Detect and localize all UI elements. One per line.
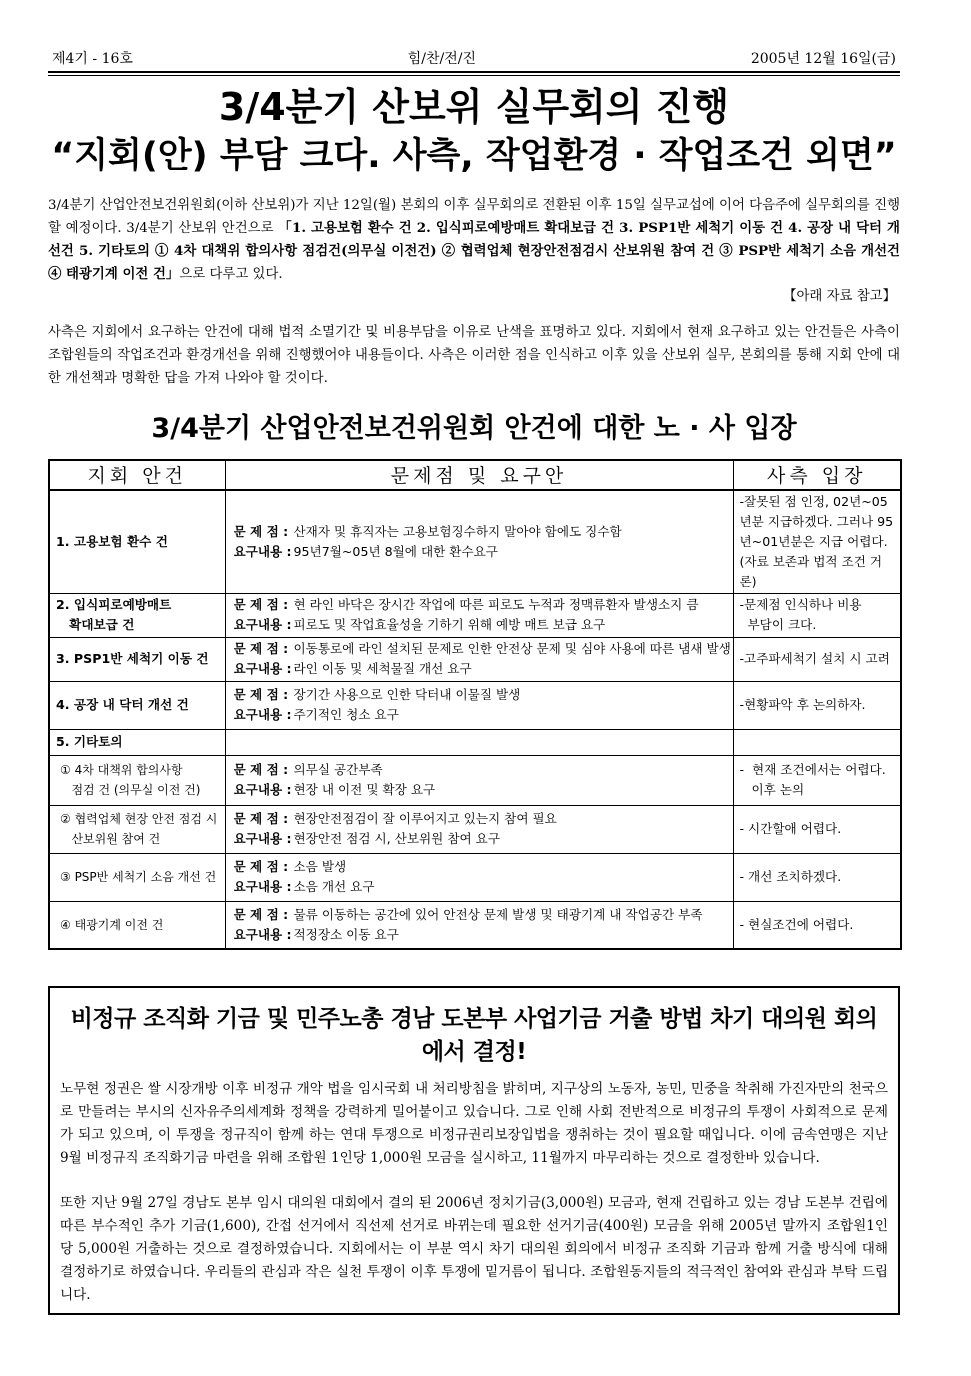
table-row — [49, 853, 901, 901]
issue-line-label: 문 제 점 : — [233, 762, 289, 778]
demand-line-text: 95년7월~05년 8월에 대한 환수요구 — [293, 543, 498, 559]
fund-notice-title: 비정규 조직화 기금 및 민주노총 경남 도본부 사업기금 거출 방법 차기 대의원 회의에서 결정! — [70, 1006, 878, 1066]
issue-cell — [225, 901, 733, 949]
issue-line-text: 소음 발생 — [293, 859, 347, 875]
demand-line — [234, 925, 732, 945]
company-position-cell — [733, 853, 901, 901]
column-header-issues: 문제점 및 요구안 — [225, 460, 733, 490]
issue-line-label: 문 제 점 : — [233, 907, 289, 923]
issue-line-label: 문 제 점 : — [233, 523, 289, 539]
fund-notice-paragraph-1: 노무현 정권은 쌀 시장개방 이후 비정규 개악 법을 임시국회 내 처리방침을 밝히며, 지구상의 노동자, 농민, 민중을 착취해 가진자만의 천국으로 만들려는 부시의 신자유주의세계화 정책을 강력하게 밀어붙이고 있습니다. 그로 인해 사회 전반적으로 비정규의 투쟁이 사회적으로 문제가 되고 있으며, 이 투쟁을 정규직이 함께 하는 연대 투쟁으로 비정규권리보장입법을 쟁취하는 것이 필요할 때입니다. 이에 금속연맹은 지난 9월 비정규직 조직화기금 마련을 위해 조합원 1인당 1,000원 모금을 실시하고, 11월까지 마무리하는 것으로 결정한바 있습니다. — [60, 1081, 888, 1167]
issue-line-text: 물류 이동하는 공간에 있어 안전상 문제 발생 및 태광기계 내 작업공간 부족 — [293, 907, 703, 923]
demand-line-text: 라인 이동 및 세척물질 개선 요구 — [293, 661, 472, 677]
demand-line-label: 요구내용 : — [233, 707, 292, 723]
demand-line-text: 피로도 및 작업효율성을 기하기 위해 예방 매트 보급 요구 — [293, 617, 606, 633]
table-row — [49, 637, 901, 681]
company-position-cell — [733, 490, 901, 594]
issue-number: 제4기 - 16호 — [52, 51, 133, 67]
demand-line — [234, 615, 732, 635]
masthead — [48, 48, 900, 71]
issue-cell — [225, 490, 733, 594]
column-header-agenda: 지회 안건 — [49, 460, 225, 490]
table-row — [49, 901, 901, 949]
issue-line — [234, 905, 732, 925]
issue-line-text: 산재자 및 휴직자는 고용보험징수하지 말아야 함에도 징수함 — [293, 523, 622, 539]
issue-cell — [225, 681, 733, 729]
company-position-text: -고주파세척기 설치 시 고려 — [739, 651, 890, 667]
agenda-cell: 3. PSP1반 세척기 이동 건 — [49, 637, 225, 681]
company-position-cell — [733, 729, 901, 755]
issue-line — [234, 522, 732, 542]
masthead-rule-thin — [48, 75, 900, 76]
column-header-company: 사측 입장 — [733, 460, 901, 490]
demand-line — [234, 877, 732, 897]
newsletter-name: 힘/찬/전/진 — [407, 51, 476, 67]
demand-line-text: 주기적인 청소 요구 — [293, 707, 399, 723]
intro-paragraph — [48, 194, 900, 286]
issue-cell — [225, 637, 733, 681]
newsletter-page — [48, 48, 900, 1315]
demand-line-label: 요구내용 : — [233, 927, 292, 943]
company-stance-paragraph: 사측은 지회에서 요구하는 안건에 대해 법적 소멸기간 및 비용부담을 이유로 난색을 표명하고 있다. 지회에서 현재 요구하고 있는 안건들은 사측이 조합원들의 작업조건과 환경개선을 위해 진행했어야 내용들이다. 사측은 이러한 점을 인식하고 이후 있을 산보위 실무, 본회의를 통해 지회 안에 대한 개선책과 명확한 답을 가져 나와야 할 것이다. — [48, 324, 900, 386]
company-position-cell — [733, 755, 901, 805]
company-position-cell — [733, 637, 901, 681]
table-header-row — [49, 460, 901, 490]
agenda-cell: 4. 공장 내 닥터 개선 건 — [49, 681, 225, 729]
demand-line-label: 요구내용 : — [233, 782, 292, 798]
table-body — [49, 490, 901, 950]
company-position-cell — [733, 681, 901, 729]
demand-line-text: 소음 개선 요구 — [293, 879, 375, 895]
agenda-cell: 1. 고용보험 환수 건 — [49, 490, 225, 594]
table-row — [49, 490, 901, 594]
demand-line — [234, 829, 732, 849]
demand-line-text: 현장 내 이전 및 확장 요구 — [293, 782, 436, 798]
demand-line-text: 현장안전 점검 시, 산보위원 참여 요구 — [293, 831, 501, 847]
agenda-cell: ④ 태광기계 이전 건 — [49, 901, 225, 949]
company-position-text: - 개선 조치하겠다. — [739, 869, 842, 885]
agenda-cell: ② 협력업체 현장 안전 점검 시 산보위원 참여 건 — [49, 805, 225, 853]
company-position-text: - 시간할애 어렵다. — [739, 821, 842, 837]
issue-line — [234, 639, 732, 659]
issue-cell — [225, 755, 733, 805]
company-position-text: -문제점 인식하나 비용 부담이 크다. — [739, 597, 862, 633]
reference-note: 【아래 자료 참고】 — [783, 288, 896, 304]
intro-tail: 으로 다루고 있다. — [179, 266, 283, 282]
agenda-cell: ③ PSP반 세척기 소음 개선 건 — [49, 853, 225, 901]
issue-line-label: 문 제 점 : — [233, 597, 289, 613]
issue-line-text: 의무실 공간부족 — [293, 762, 383, 778]
issue-date: 2005년 12월 16일(금) — [750, 51, 896, 67]
table-row — [49, 729, 901, 755]
fund-notice-box — [48, 986, 900, 1315]
masthead-rule — [48, 71, 900, 73]
issue-line-text: 현장안전점검이 잘 이루어지고 있는지 참여 필요 — [293, 811, 557, 827]
issue-line-text: 현 라인 바닥은 장시간 작업에 따른 피로도 누적과 정맥류환자 발생소지 큼 — [293, 597, 699, 613]
company-position-cell — [733, 805, 901, 853]
demand-line-label: 요구내용 : — [233, 831, 292, 847]
table-row — [49, 681, 901, 729]
demand-line — [234, 542, 732, 562]
issue-cell — [225, 729, 733, 755]
company-position-cell — [733, 901, 901, 949]
table-row — [49, 805, 901, 853]
fund-notice-paragraph-2: 또한 지난 9월 27일 경남도 본부 임시 대의원 대회에서 결의 된 2006년 정치기금(3,000원) 모금과, 현재 건립하고 있는 경남 도본부 건립에 따른 부수적인 추가 기금(1,600), 간접 선거에서 직선제 선거로 바뀌는데 필요한 선거기금(400원) 모금을 위해 2005년 말까지 조합원1인당 5,000원 거출하는 것으로 결정하였습니다. 지회에서는 이 부분 역시 차기 대의원 회의에서 비정규 조직화 기금과 함께 거출 방식에 대해 결정하기로 하였습니다. 우리들의 관심과 작은 실천 투쟁이 이후 투쟁에 밑거름이 됩니다. 조합원동지들의 적극적인 참여와 관심과 부탁 드립니다. — [60, 1195, 888, 1304]
agenda-cell: ① 4차 대책위 합의사항 점검 건 (의무실 이전 건) — [49, 755, 225, 805]
issue-line — [234, 595, 732, 615]
demand-line-text: 적정장소 이동 요구 — [293, 927, 399, 943]
positions-table — [48, 459, 902, 951]
issue-line — [234, 857, 732, 877]
demand-line-label: 요구내용 : — [233, 617, 292, 633]
agenda-cell: 2. 입식피로예방매트 확대보급 건 — [49, 593, 225, 637]
issue-line — [234, 809, 732, 829]
headline-sub: “지회(안) 부담 크다. 사측, 작업환경 · 작업조건 외면” — [51, 135, 897, 176]
company-position-text: - 현재 조건에서는 어렵다. 이후 논의 — [739, 762, 886, 798]
demand-line-label: 요구내용 : — [233, 661, 292, 677]
table-row — [49, 755, 901, 805]
issue-cell — [225, 805, 733, 853]
table-row — [49, 593, 901, 637]
issue-cell — [225, 593, 733, 637]
issue-line-label: 문 제 점 : — [233, 859, 289, 875]
issue-line-text: 이동통로에 라인 설치된 문제로 인한 안전상 문제 및 심야 사용에 따른 냄새 발생 — [293, 641, 731, 657]
company-position-text: -현황파악 후 논의하자. — [739, 697, 866, 713]
demand-line — [234, 659, 732, 679]
issue-cell — [225, 853, 733, 901]
section-title: 3/4분기 산업안전보건위원회 안건에 대한 노 · 사 입장 — [151, 412, 797, 444]
demand-line-label: 요구내용 : — [233, 879, 292, 895]
headline-main: 3/4분기 산보위 실무회의 진행 — [218, 85, 730, 129]
demand-line — [234, 705, 732, 725]
agenda-cell: 5. 기타토의 — [49, 729, 225, 755]
company-position-text: -잘못된 점 인정, 02년~05년분 지급하겠다. 그러나 95년~01년분은 지급 어렵다. (자료 보존과 법적 조건 거론) — [739, 493, 894, 589]
demand-line-label: 요구내용 : — [233, 543, 292, 559]
issue-line-label: 문 제 점 : — [233, 687, 289, 703]
intro-agenda-list: 「1. 고용보험 환수 건 2. 입식피로예방매트 확대보급 건 3. PSP1반 세척기 이동 건 4. 공장 내 닥터 개선건 5. 기타토의 ① 4차 대책위 합의사항 점검건(의무실 이전건) ② 협력업체 현장안전점검시 산보위원 참여 건 ③ PSP반 세척기 소음 개선건 ④ 태광기계 이전 건」 — [48, 219, 900, 282]
intro-text: 3/4분기 산업안전보건위원회(이하 산보위)가 지난 12일(월) 본회의 이후 실무회의로 전환된 이후 15일 실무교섭에 이어 다음주에 실무회의를 진행할 예정이다. 3/4분기 산보위 안건으로 — [48, 197, 900, 236]
company-position-cell — [733, 593, 901, 637]
demand-line — [234, 780, 732, 800]
issue-line — [234, 685, 732, 705]
issue-line-label: 문 제 점 : — [233, 811, 289, 827]
company-position-text: - 현실조건에 어렵다. — [739, 917, 854, 933]
issue-line-text: 장기간 사용으로 인한 닥터내 이물질 발생 — [293, 687, 521, 703]
issue-line-label: 문 제 점 : — [233, 641, 289, 657]
issue-line — [234, 760, 732, 780]
